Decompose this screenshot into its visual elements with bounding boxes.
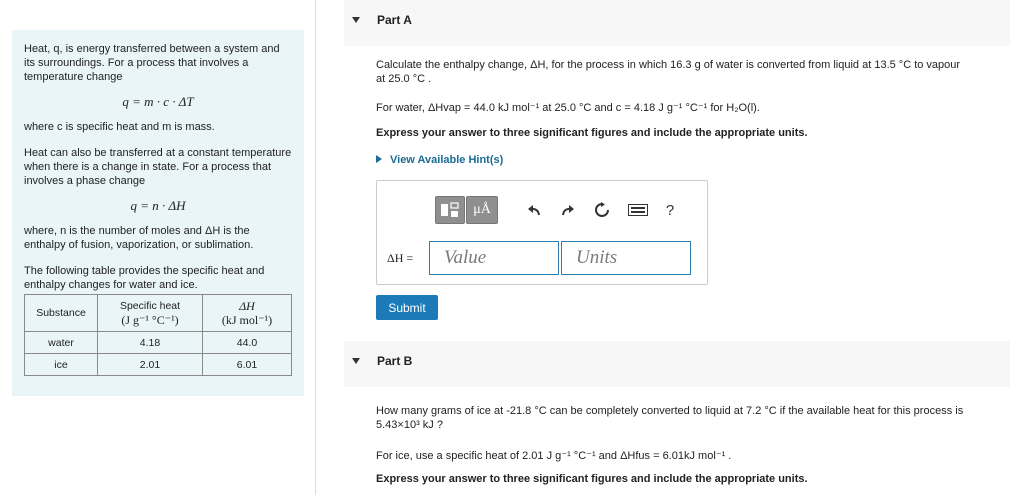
part-a-question-line1: Calculate the enthalpy change, ΔH, for the process in which 16.3 g of water is converted from liquid at 13.5 °C to vapour — [376, 59, 961, 71]
templates-icon — [440, 201, 460, 219]
templates-button[interactable] — [435, 196, 465, 224]
table-header-enthalpy — [203, 295, 292, 332]
column-divider — [315, 0, 316, 495]
reset-icon — [594, 202, 610, 218]
keyboard-icon — [628, 204, 648, 216]
table-cell-enthalpy: 6.01 — [203, 354, 292, 376]
units-button[interactable]: μÅ — [466, 196, 498, 224]
table-header-enthalpy-label: ΔH — [239, 299, 255, 313]
info-paragraph-specific-heat: where c is specific heat and m is mass. — [24, 121, 215, 133]
expand-triangle-icon — [376, 155, 382, 163]
part-b-question-line2: 5.43×10³ kJ ? — [376, 419, 443, 431]
table-cell-specific-heat: 2.01 — [98, 354, 203, 376]
data-table — [24, 294, 292, 376]
answer-label: ΔH = — [387, 251, 414, 265]
info-paragraph-table-intro: The following table provides the specific heat and enthalpy changes for water and ice. — [24, 265, 265, 291]
table-row — [25, 332, 292, 354]
redo-icon — [560, 203, 576, 217]
equation-heat-phase: q = n · ΔH — [130, 198, 186, 213]
table-header-enthalpy-units: (kJ mol⁻¹) — [221, 313, 273, 327]
part-b-given: For ice, use a specific heat of 2.01 J g⁻¹ °C⁻¹ and ΔHfus = 6.01kJ mol⁻¹ . — [376, 450, 732, 462]
part-a-question — [376, 58, 1016, 86]
reset-button[interactable] — [587, 196, 617, 224]
table-header-substance: Substance — [25, 295, 98, 332]
value-input[interactable] — [429, 241, 559, 275]
part-b-question-line1: How many grams of ice at -21.8 °C can be completely converted to liquid at 7.2 °C if the available heat for this process is — [376, 405, 964, 417]
table-cell-substance: water — [25, 332, 98, 354]
answer-box — [376, 180, 708, 285]
table-row — [25, 354, 292, 376]
part-b-title: Part B — [377, 354, 413, 368]
part-a-given: For water, ΔHvap = 44.0 kJ mol⁻¹ at 25.0 °C and c = 4.18 J g⁻¹ °C⁻¹ for H₂O(l). — [376, 102, 760, 114]
table-cell-enthalpy: 44.0 — [203, 332, 292, 354]
table-cell-substance: ice — [25, 354, 98, 376]
view-hints-label: View Available Hint(s) — [390, 154, 504, 166]
redo-button[interactable] — [553, 196, 583, 224]
collapse-triangle-icon[interactable] — [352, 17, 360, 23]
table-header-specific-heat-label: Specific heat — [119, 300, 181, 312]
table-header-specific-heat — [98, 295, 203, 332]
keyboard-button[interactable] — [623, 196, 653, 224]
part-a-question-line2: at 25.0 °C . — [376, 73, 432, 85]
table-cell-specific-heat: 4.18 — [98, 332, 203, 354]
part-a-title: Part A — [377, 13, 412, 27]
part-a-instruction: Express your answer to three significant figures and include the appropriate units. — [376, 127, 808, 139]
submit-button[interactable]: Submit — [376, 295, 438, 320]
part-b-question — [376, 404, 1016, 432]
equation-heat-temperature: q = m · c · ΔT — [122, 94, 194, 109]
part-b-header[interactable] — [344, 341, 1010, 387]
part-a-header[interactable] — [344, 0, 1010, 46]
units-input[interactable] — [561, 241, 691, 275]
undo-icon — [526, 203, 542, 217]
answer-toolbar — [435, 196, 695, 224]
undo-button[interactable] — [519, 196, 549, 224]
info-paragraph-moles: where, n is the number of moles and ΔH is the enthalpy of fusion, vaporization, or sublimation. — [24, 225, 254, 251]
view-hints-link[interactable] — [376, 154, 503, 166]
table-header-row — [25, 295, 292, 332]
help-button[interactable]: ? — [665, 201, 675, 219]
info-paragraph-phase: Heat can also be transferred at a constant temperature when there is a change in state. For a process that involves a phase change — [24, 147, 292, 187]
info-paragraph-heat: Heat, q, is energy transferred between a system and its surroundings. For a process that involves a temperature change — [24, 43, 280, 83]
part-b-instruction: Express your answer to three significant figures and include the appropriate units. — [376, 473, 808, 485]
table-header-specific-heat-units: (J g⁻¹ °C⁻¹) — [121, 313, 179, 327]
collapse-triangle-icon[interactable] — [352, 358, 360, 364]
info-panel — [12, 30, 304, 396]
